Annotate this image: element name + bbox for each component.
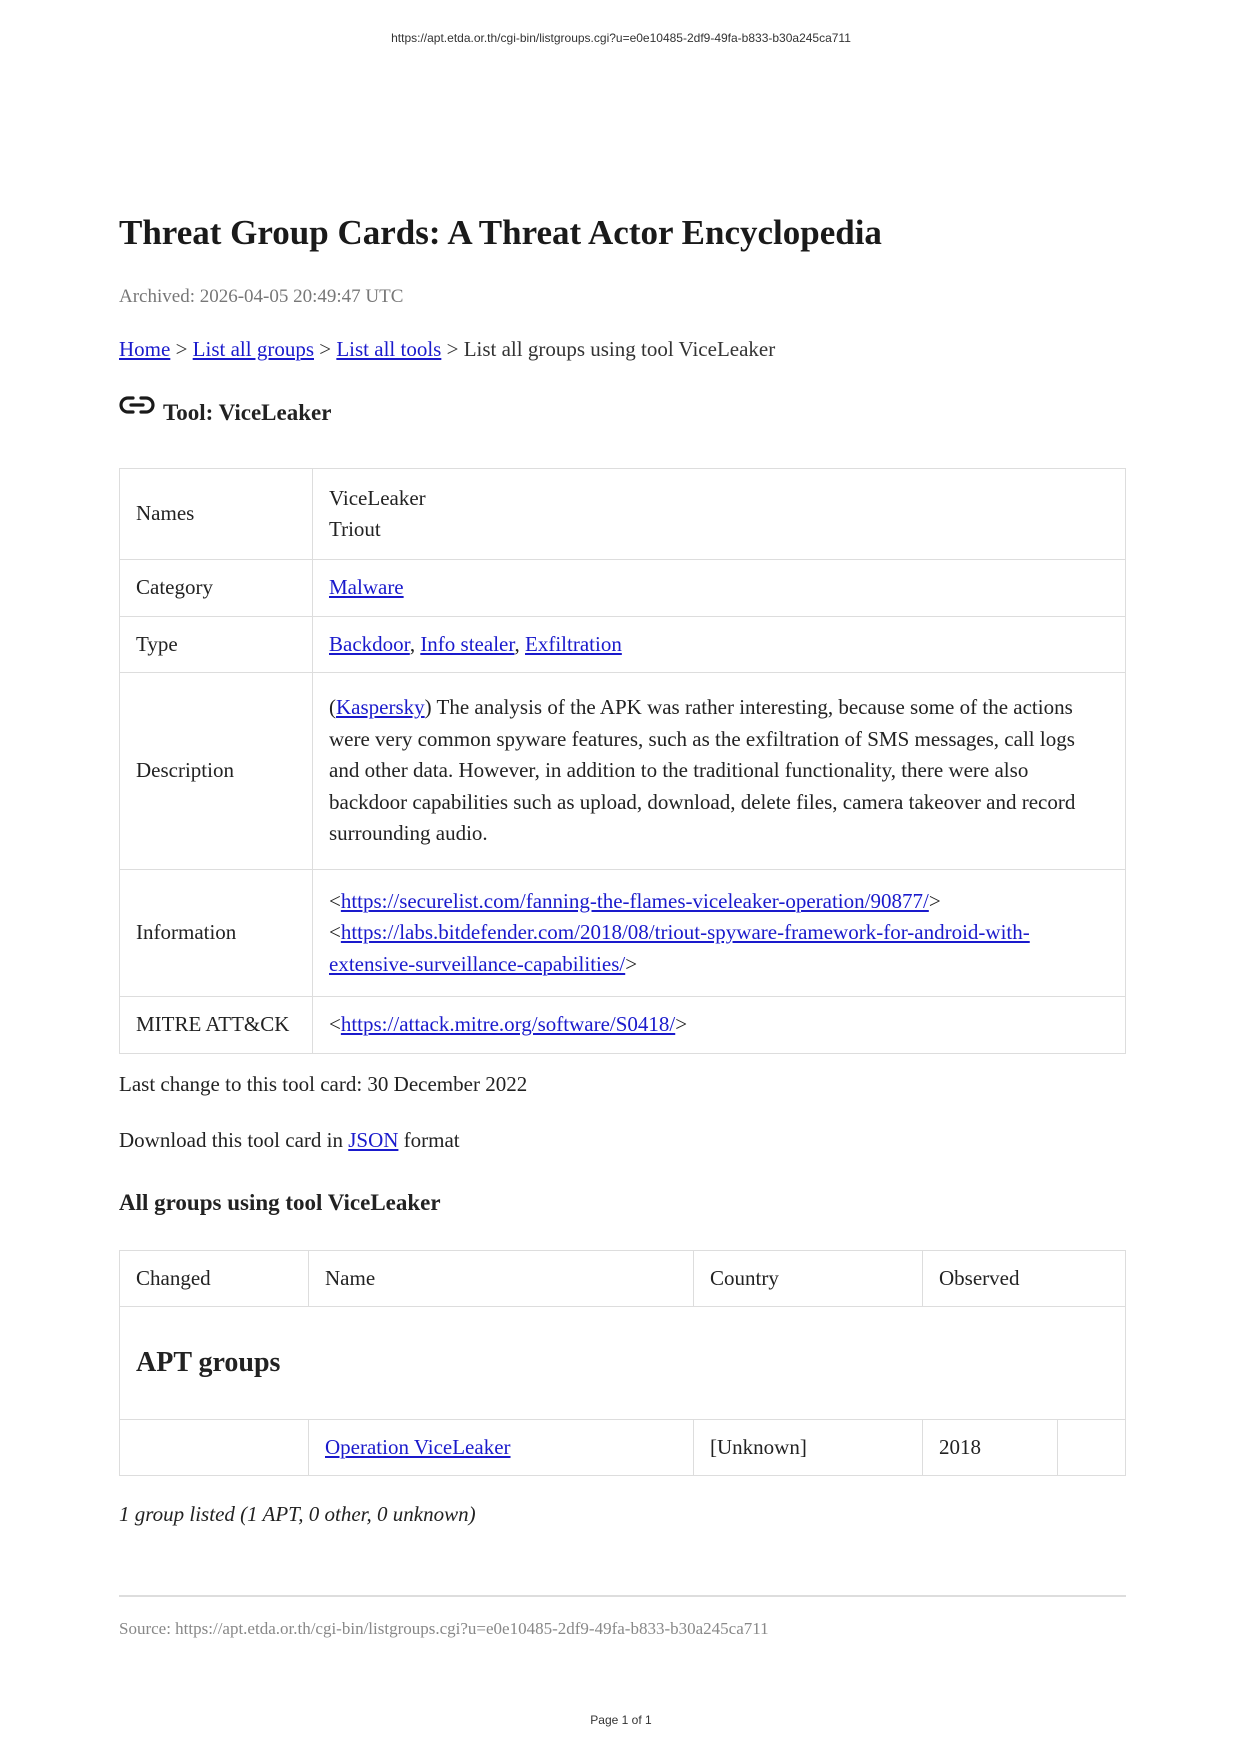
archived-timestamp: Archived: 2026-04-05 20:49:47 UTC bbox=[119, 286, 404, 307]
cell-name bbox=[309, 1420, 694, 1476]
type-link-backdoor[interactable]: Backdoor bbox=[329, 631, 410, 656]
name-item: Triout bbox=[329, 517, 381, 541]
breadcrumb-separator: > bbox=[446, 337, 459, 361]
cell-observed: 2018 bbox=[923, 1420, 1058, 1476]
description-key: Description bbox=[120, 673, 313, 870]
angle-bracket: > bbox=[625, 951, 638, 976]
table-row bbox=[120, 616, 1126, 673]
tool-info-table bbox=[119, 468, 1126, 1054]
description-value bbox=[313, 673, 1126, 870]
info-link-bitdefender[interactable]: https://labs.bitdefender.com/2018/08/triout-spyware-framework-for-android-with-extensive-surveillance-capabilities/ bbox=[329, 920, 1030, 976]
table-section-row bbox=[120, 1307, 1126, 1420]
table-row bbox=[120, 469, 1126, 560]
mitre-key: MITRE ATT&CK bbox=[120, 997, 313, 1054]
separator: , bbox=[514, 631, 520, 656]
json-download-link[interactable]: JSON bbox=[348, 1128, 399, 1152]
divider bbox=[119, 1595, 1126, 1597]
angle-bracket: > bbox=[675, 1012, 688, 1036]
angle-bracket: < bbox=[329, 1012, 341, 1036]
cell-extra bbox=[1058, 1420, 1126, 1476]
description-source-link[interactable]: Kaspersky bbox=[336, 695, 425, 720]
breadcrumb-separator: > bbox=[319, 337, 332, 361]
tool-heading-label: Tool: ViceLeaker bbox=[163, 400, 332, 425]
breadcrumb bbox=[119, 337, 775, 362]
angle-bracket: < bbox=[329, 888, 341, 913]
link-icon bbox=[119, 394, 155, 416]
cell-changed bbox=[120, 1420, 309, 1476]
information-key: Information bbox=[120, 870, 313, 997]
tool-heading bbox=[119, 400, 331, 426]
angle-bracket: > bbox=[928, 888, 941, 913]
description-text: ) The analysis of the APK was rather interesting, because some of the actions were very common spyware features, such as the exfiltration of SMS messages, call logs and other data. However, in addition to the traditional functionality, there were also backdoor capabilities such as upload, download, delete files, camera takeover and record surrounding audio. bbox=[329, 695, 1076, 846]
table-row bbox=[120, 997, 1126, 1054]
mitre-link[interactable]: https://attack.mitre.org/software/S0418/ bbox=[340, 1012, 676, 1036]
table-row bbox=[120, 1420, 1126, 1476]
info-link-securelist[interactable]: https://securelist.com/fanning-the-flames-viceleaker-operation/90877/ bbox=[340, 888, 929, 913]
table-row bbox=[120, 560, 1126, 617]
category-link[interactable]: Malware bbox=[329, 575, 404, 599]
last-change-text: Last change to this tool card: 30 December 2022 bbox=[119, 1072, 528, 1096]
name-item: ViceLeaker bbox=[329, 485, 426, 510]
names-key: Names bbox=[120, 469, 313, 560]
print-header-url: https://apt.etda.or.th/cgi-bin/listgroups.cgi?u=e0e10485-2df9-49fa-b833-b30a245ca711 bbox=[391, 31, 851, 45]
type-link-info-stealer[interactable]: Info stealer bbox=[420, 631, 515, 656]
download-suffix: format bbox=[403, 1128, 460, 1152]
paren: ( bbox=[329, 695, 336, 720]
angle-bracket: < bbox=[329, 920, 341, 945]
breadcrumb-current: List all groups using tool ViceLeaker bbox=[463, 337, 776, 361]
table-row bbox=[120, 870, 1126, 997]
column-header-changed: Changed bbox=[120, 1251, 309, 1307]
type-value bbox=[313, 616, 1126, 673]
category-value bbox=[313, 560, 1126, 617]
breadcrumb-separator: > bbox=[175, 337, 188, 361]
category-key: Category bbox=[120, 560, 313, 617]
section-apt-groups: APT groups bbox=[120, 1307, 1126, 1420]
breadcrumb-tools-link[interactable]: List all tools bbox=[336, 337, 442, 361]
type-key: Type bbox=[120, 616, 313, 673]
names-value bbox=[313, 469, 1126, 560]
table-row bbox=[120, 673, 1126, 870]
download-line bbox=[119, 1128, 460, 1153]
groups-summary: 1 group listed (1 APT, 0 other, 0 unknown) bbox=[119, 1502, 476, 1526]
page-title: Threat Group Cards: A Threat Actor Encyclopedia bbox=[119, 213, 882, 252]
page-number: Page 1 of 1 bbox=[590, 1713, 652, 1727]
table-header-row bbox=[120, 1251, 1126, 1307]
type-link-exfiltration[interactable]: Exfiltration bbox=[525, 631, 622, 656]
source-url: Source: https://apt.etda.or.th/cgi-bin/listgroups.cgi?u=e0e10485-2df9-49fa-b833-b30a245ca711 bbox=[119, 1619, 769, 1638]
column-header-observed: Observed bbox=[923, 1251, 1126, 1307]
column-header-name: Name bbox=[309, 1251, 694, 1307]
cell-country: [Unknown] bbox=[694, 1420, 923, 1476]
groups-heading: All groups using tool ViceLeaker bbox=[119, 1190, 441, 1215]
info-link-row bbox=[329, 917, 1109, 980]
breadcrumb-groups-link[interactable]: List all groups bbox=[192, 337, 314, 361]
separator: , bbox=[409, 631, 416, 656]
information-value bbox=[313, 870, 1126, 997]
group-link[interactable]: Operation ViceLeaker bbox=[325, 1435, 511, 1459]
column-header-country: Country bbox=[694, 1251, 923, 1307]
download-prefix: Download this tool card in bbox=[119, 1128, 343, 1152]
breadcrumb-home-link[interactable]: Home bbox=[119, 337, 171, 361]
groups-table bbox=[119, 1250, 1126, 1476]
mitre-value bbox=[313, 997, 1126, 1054]
info-link-row bbox=[329, 886, 1109, 918]
